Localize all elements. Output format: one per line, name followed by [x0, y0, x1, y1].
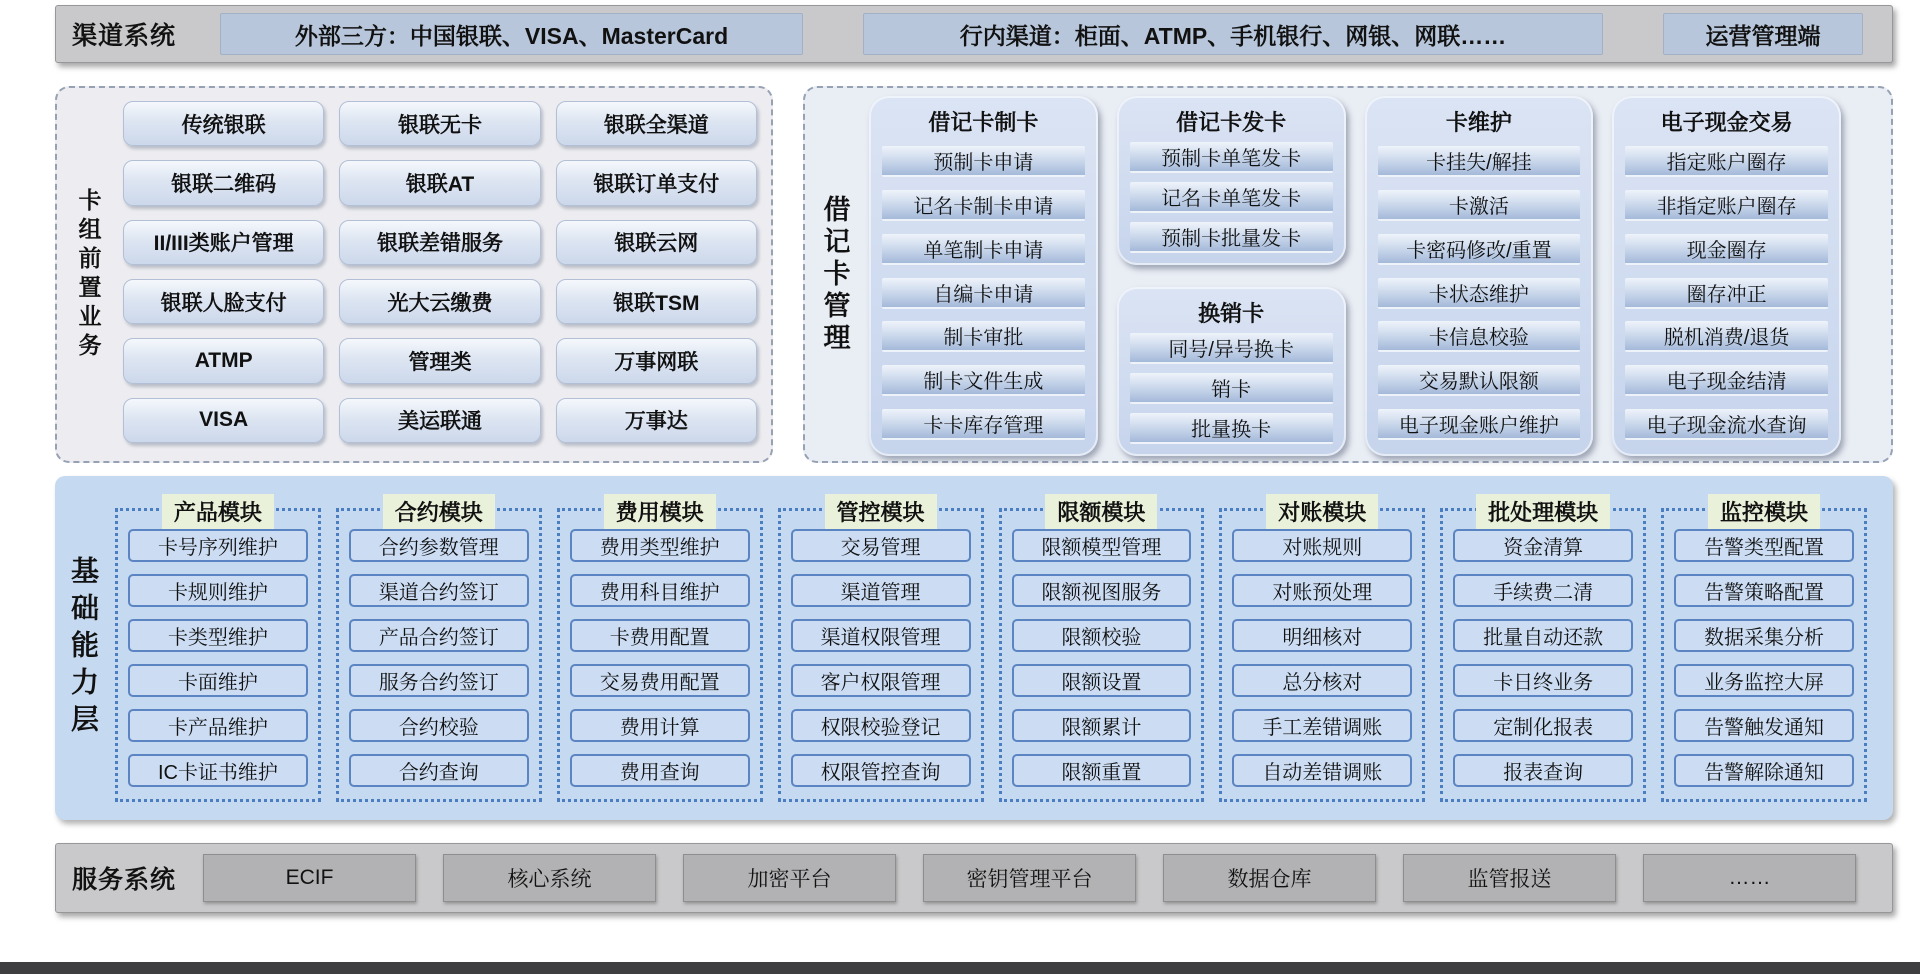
channel-external-third-party: 外部三方：中国银联、VISA、MasterCard	[220, 13, 803, 55]
service-system-label: 服务系统	[72, 866, 177, 894]
card-front-panel	[55, 86, 773, 463]
debit-item: 交易默认限额	[1378, 365, 1581, 396]
module-item: 对账规则	[1232, 529, 1412, 562]
module-item: 资金清算	[1453, 529, 1633, 562]
module-item: 卡产品维护	[128, 709, 308, 742]
module-item: 限额设置	[1012, 664, 1192, 697]
service-item: 密钥管理平台	[923, 854, 1136, 902]
channel-system-label: 渠道系统	[72, 22, 177, 50]
front-business-item: 传统银联	[123, 101, 324, 146]
debit-column-1	[869, 96, 1098, 456]
front-business-item: 万事网联	[556, 338, 757, 383]
front-business-item: 银联全渠道	[556, 101, 757, 146]
module-product	[115, 500, 321, 802]
module-title: 监控模块	[1708, 494, 1820, 529]
module-title: 对账模块	[1266, 494, 1378, 529]
footer-divider-bar	[0, 962, 1920, 974]
diagram-content	[55, 5, 1893, 913]
module-title: 限额模块	[1045, 494, 1157, 529]
group-ecash-transaction	[1612, 96, 1841, 456]
group-items	[1378, 142, 1581, 444]
capability-label: 基础能力层	[68, 555, 99, 741]
debit-card-panel	[803, 86, 1893, 463]
module-item: 报表查询	[1453, 754, 1633, 787]
debit-item: 现金圈存	[1625, 234, 1828, 265]
module-item: 卡类型维护	[128, 619, 308, 652]
front-business-item: 光大云缴费	[339, 279, 540, 324]
module-item: 告警解除通知	[1674, 754, 1854, 787]
module-item: 限额校验	[1012, 619, 1192, 652]
front-business-item: 银联人脸支付	[123, 279, 324, 324]
module-item: 费用科目维护	[570, 574, 750, 607]
front-business-item: II/III类账户管理	[123, 220, 324, 265]
front-business-item: 银联AT	[339, 160, 540, 205]
module-title: 管控模块	[825, 494, 937, 529]
group-title: 卡维护	[1445, 110, 1512, 135]
service-item: ……	[1643, 854, 1856, 902]
module-item: 服务合约签订	[349, 664, 529, 697]
front-business-item: 万事达	[556, 398, 757, 443]
service-item: 核心系统	[443, 854, 656, 902]
module-title: 费用模块	[604, 494, 716, 529]
module-item: 卡规则维护	[128, 574, 308, 607]
group-title: 电子现金交易	[1660, 110, 1793, 135]
card-front-label-zone	[57, 88, 121, 461]
module-item: 告警触发通知	[1674, 709, 1854, 742]
module-items	[1012, 527, 1192, 789]
module-item: 合约参数管理	[349, 529, 529, 562]
debit-item: 单笔制卡申请	[882, 234, 1085, 265]
module-item: 卡号序列维护	[128, 529, 308, 562]
module-item: 限额重置	[1012, 754, 1192, 787]
group-card-maintenance	[1365, 96, 1594, 456]
module-item: 合约校验	[349, 709, 529, 742]
service-item: 加密平台	[683, 854, 896, 902]
channel-system-bar	[55, 5, 1893, 63]
debit-item: 电子现金账户维护	[1378, 409, 1581, 440]
module-items	[128, 527, 308, 789]
debit-item: 指定账户圈存	[1625, 146, 1828, 177]
module-item: 批量自动还款	[1453, 619, 1633, 652]
group-title: 借记卡制卡	[928, 110, 1039, 135]
module-item: 卡日终业务	[1453, 664, 1633, 697]
service-item: ECIF	[203, 854, 416, 902]
front-business-item: 银联二维码	[123, 160, 324, 205]
module-item: 费用计算	[570, 709, 750, 742]
module-item: 客户权限管理	[791, 664, 971, 697]
module-item: 业务监控大屏	[1674, 664, 1854, 697]
module-items	[1674, 527, 1854, 789]
debit-item: 记名卡制卡申请	[882, 190, 1085, 221]
front-business-item: 美运联通	[339, 398, 540, 443]
module-item: 费用类型维护	[570, 529, 750, 562]
module-items	[1453, 527, 1633, 789]
debit-item: 卡状态维护	[1378, 278, 1581, 309]
debit-item: 销卡	[1130, 373, 1333, 404]
debit-item: 制卡审批	[882, 321, 1085, 352]
debit-item: 预制卡批量发卡	[1130, 222, 1333, 253]
debit-card-label-zone	[805, 88, 865, 461]
group-items	[882, 142, 1085, 444]
group-card-issuing	[1117, 96, 1346, 265]
front-business-item: 银联无卡	[339, 101, 540, 146]
group-items	[1130, 333, 1333, 444]
debit-item: 卡信息校验	[1378, 321, 1581, 352]
card-front-label: 卡组前置业务	[75, 187, 102, 362]
debit-item: 圈存冲正	[1625, 278, 1828, 309]
module-items	[1232, 527, 1412, 789]
module-item: 费用查询	[570, 754, 750, 787]
module-title: 产品模块	[162, 494, 274, 529]
module-limit	[999, 500, 1205, 802]
debit-item: 电子现金流水查询	[1625, 409, 1828, 440]
module-item: 合约查询	[349, 754, 529, 787]
module-item: 产品合约签订	[349, 619, 529, 652]
module-item: 限额模型管理	[1012, 529, 1192, 562]
module-item: 限额视图服务	[1012, 574, 1192, 607]
module-contract	[336, 500, 542, 802]
module-item: 手工差错调账	[1232, 709, 1412, 742]
debit-card-label: 借记卡管理	[819, 194, 850, 355]
debit-item: 预制卡单笔发卡	[1130, 142, 1333, 173]
module-reconciliation	[1219, 500, 1425, 802]
middle-panels	[55, 86, 1893, 463]
card-front-grid	[121, 88, 771, 461]
debit-column-2	[1117, 96, 1346, 456]
debit-item: 制卡文件生成	[882, 365, 1085, 396]
debit-item: 脱机消费/退货	[1625, 321, 1828, 352]
module-monitor	[1661, 500, 1867, 802]
module-items	[791, 527, 971, 789]
module-item: 渠道权限管理	[791, 619, 971, 652]
module-item: 手续费二清	[1453, 574, 1633, 607]
debit-item: 卡卡库存管理	[882, 409, 1085, 440]
group-card-replace-cancel	[1117, 287, 1346, 456]
module-item: 自动差错调账	[1232, 754, 1412, 787]
debit-item: 记名卡单笔发卡	[1130, 182, 1333, 213]
service-item: 监管报送	[1403, 854, 1616, 902]
module-title: 合约模块	[383, 494, 495, 529]
module-item: 卡面维护	[128, 664, 308, 697]
module-item: 明细核对	[1232, 619, 1412, 652]
module-item: 数据采集分析	[1674, 619, 1854, 652]
module-item: 卡费用配置	[570, 619, 750, 652]
module-item: 交易管理	[791, 529, 971, 562]
module-batch	[1440, 500, 1646, 802]
module-control	[778, 500, 984, 802]
debit-item: 卡激活	[1378, 190, 1581, 221]
debit-item: 同号/异号换卡	[1130, 333, 1333, 364]
front-business-item: 银联差错服务	[339, 220, 540, 265]
module-item: 定制化报表	[1453, 709, 1633, 742]
group-items	[1130, 142, 1333, 253]
module-fee	[557, 500, 763, 802]
debit-column-4	[1612, 96, 1841, 456]
module-item: 权限管控查询	[791, 754, 971, 787]
capability-label-zone	[55, 476, 111, 820]
channel-internal-channels: 行内渠道：柜面、ATMP、手机银行、网银、网联……	[863, 13, 1603, 55]
module-item: 交易费用配置	[570, 664, 750, 697]
module-item: 对账预处理	[1232, 574, 1412, 607]
debit-item: 卡挂失/解挂	[1378, 146, 1581, 177]
group-title: 借记卡发卡	[1176, 110, 1287, 135]
service-item: 数据仓库	[1163, 854, 1376, 902]
front-business-item: 银联订单支付	[556, 160, 757, 205]
debit-column-3	[1365, 96, 1594, 456]
module-item: 告警策略配置	[1674, 574, 1854, 607]
capability-layer	[55, 476, 1893, 820]
debit-item: 非指定账户圈存	[1625, 190, 1828, 221]
debit-item: 批量换卡	[1130, 413, 1333, 444]
capability-modules	[111, 476, 1893, 820]
debit-item: 卡密码修改/重置	[1378, 234, 1581, 265]
group-items	[1625, 142, 1828, 444]
front-business-item: 银联TSM	[556, 279, 757, 324]
channel-operation-management: 运营管理端	[1663, 13, 1863, 55]
front-business-item: ATMP	[123, 338, 324, 383]
front-business-item: 管理类	[339, 338, 540, 383]
debit-item: 预制卡申请	[882, 146, 1085, 177]
service-system-bar	[55, 843, 1893, 913]
group-card-making	[869, 96, 1098, 456]
debit-item: 电子现金结清	[1625, 365, 1828, 396]
module-items	[570, 527, 750, 789]
module-item: 渠道管理	[791, 574, 971, 607]
module-item: 权限校验登记	[791, 709, 971, 742]
module-title: 批处理模块	[1476, 494, 1610, 529]
front-business-item: VISA	[123, 398, 324, 443]
module-item: 告警类型配置	[1674, 529, 1854, 562]
module-items	[349, 527, 529, 789]
debit-card-columns	[865, 88, 1891, 461]
module-item: 渠道合约签订	[349, 574, 529, 607]
front-business-item: 银联云网	[556, 220, 757, 265]
group-title: 换销卡	[1198, 301, 1265, 326]
module-item: IC卡证书维护	[128, 754, 308, 787]
module-item: 总分核对	[1232, 664, 1412, 697]
debit-item: 自编卡申请	[882, 278, 1085, 309]
module-item: 限额累计	[1012, 709, 1192, 742]
